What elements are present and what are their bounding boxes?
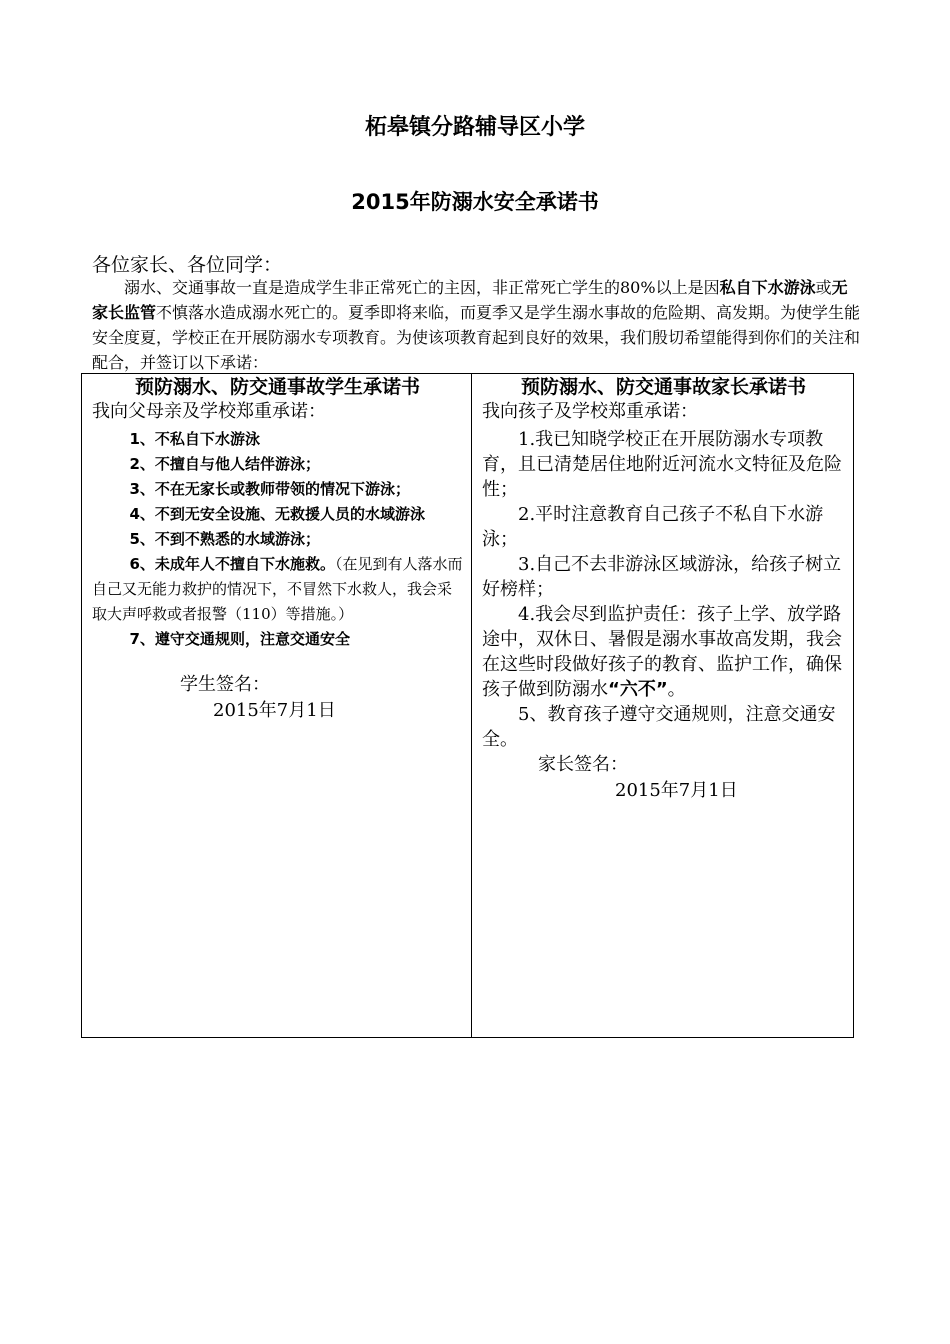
intro-emphasis-2: 无家长监管	[92, 278, 848, 322]
student-item-5: 5、不到不熟悉的水域游泳；	[129, 530, 320, 548]
parent-item-4-end: 。	[667, 679, 686, 700]
student-item-6-text: 6、未成年人不擅自下水施救。	[129, 555, 335, 573]
document-title: 柘皋镇分路辅导区小学	[364, 115, 585, 140]
student-signature-date: 2015年7月1日	[213, 700, 336, 721]
parent-item-3: 3.自己不去非游泳区域游泳，给孩子树立好榜样；	[482, 554, 842, 600]
student-pledge-lead: 我向父母亲及学校郑重承诺：	[92, 401, 326, 422]
intro-text-2: 或	[815, 278, 832, 297]
student-pledge-heading: 预防溺水、防交通事故学生承诺书	[134, 376, 420, 398]
parent-item-4	[482, 602, 845, 702]
parent-item-5: 5、教育孩子遵守交通规则，注意交通安全。	[482, 704, 836, 750]
student-item-2: 2、不擅自与他人结伴游泳；	[129, 455, 320, 473]
student-item-4: 4、不到无安全设施、无救援人员的水域游泳	[129, 505, 425, 523]
parent-signature-date: 2015年7月1日	[615, 780, 738, 801]
student-pledge-cell	[82, 374, 472, 1038]
student-item-1: 1、不私自下水游泳	[129, 430, 260, 448]
parent-pledge-cell	[472, 374, 854, 1038]
student-signature-label: 学生签名：	[180, 674, 270, 695]
intro-text-1: 溺水、交通事故一直是造成学生非正常死亡的主因，非正常死亡学生的80%以上是因	[124, 278, 720, 297]
parent-signature-label: 家长签名：	[538, 754, 628, 775]
student-item-6	[92, 552, 463, 627]
student-item-7: 7、遵守交通规则，注意交通安全	[129, 630, 350, 648]
intro-text-3: 不慎落水造成溺水死亡的。夏季即将来临，而夏季又是学生溺水事故的危险期、高发期。为使学生能安全度夏，学校正在开展防溺水专项教育。为使该项教育起到良好的效果，我们殷切希望能得到你们的关注和配合，并签订以下承诺：	[92, 303, 861, 372]
parent-item-1: 1.我已知晓学校正在开展防溺水专项教育，且已清楚居住地附近河流水文特征及危险性；	[482, 429, 842, 500]
pledge-table	[81, 373, 854, 1038]
parent-item-2: 2.平时注意教育自己孩子不私自下水游泳；	[482, 504, 824, 550]
intro-emphasis-1: 私自下水游泳	[719, 278, 816, 297]
parent-pledge-heading: 预防溺水、防交通事故家长承诺书	[520, 376, 806, 398]
parent-item-4-emphasis: “六不”	[608, 679, 668, 700]
parent-pledge-lead: 我向孩子及学校郑重承诺：	[482, 401, 698, 422]
student-item-3: 3、不在无家长或教师带领的情况下游泳；	[129, 480, 410, 498]
parent-item-4-text: 4.我会尽到监护责任：孩子上学、放学路途中，双休日、暑假是溺水事故高发期，我会在这些时段做好孩子的教育、监护工作，确保孩子做到防溺水	[482, 604, 842, 700]
intro-paragraph	[92, 275, 862, 375]
student-item-6-note: （在见到有人落水而自己又无能力救护的情况下，不冒然下水救人，我会采取大声呼救或者报警（110）等措施。）	[92, 555, 463, 623]
document-subtitle: 2015年防溺水安全承诺书	[351, 190, 599, 214]
greeting: 各位家长、各位同学：	[92, 254, 283, 276]
